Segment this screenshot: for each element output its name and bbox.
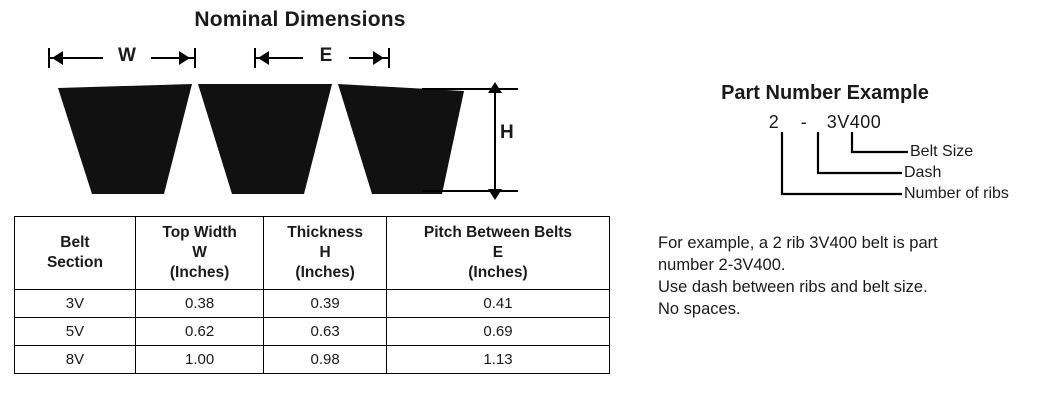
header-thickness-line3: (Inches) bbox=[295, 264, 355, 281]
header-pitch-line2: E bbox=[492, 244, 504, 261]
header-top-width-line2: W bbox=[192, 244, 207, 261]
table-row bbox=[15, 290, 610, 318]
cell-thickness: 0.98 bbox=[264, 346, 387, 374]
cell-thickness: 0.63 bbox=[264, 318, 387, 346]
header-thickness-line2: H bbox=[319, 244, 331, 261]
cell-thickness: 0.39 bbox=[264, 290, 387, 318]
e-arrow-left-icon bbox=[258, 51, 269, 65]
header-belt-section-line1: Belt bbox=[60, 234, 90, 251]
callout-label-belt-size: Belt Size bbox=[910, 143, 974, 160]
w-arrow-left-icon bbox=[52, 51, 63, 65]
h-arrow-up-icon bbox=[488, 82, 502, 93]
table-row bbox=[15, 346, 610, 374]
header-thickness bbox=[264, 217, 387, 290]
table-body bbox=[15, 290, 610, 374]
header-top-width-line1: Top Width bbox=[162, 224, 237, 241]
header-belt-section-line2: Section bbox=[46, 254, 103, 271]
nominal-dimensions-title: Nominal Dimensions bbox=[194, 8, 406, 31]
h-dimension-label: H bbox=[500, 122, 514, 143]
cell-width: 0.38 bbox=[135, 290, 263, 318]
belt-rib-2 bbox=[198, 84, 332, 194]
e-dimension-bar bbox=[254, 45, 390, 68]
part-number-panel bbox=[640, 0, 1064, 412]
w-tick-right bbox=[194, 48, 196, 68]
cell-section: 5V bbox=[15, 318, 136, 346]
belt-cross-section-drawing bbox=[40, 82, 470, 207]
belt-ribs-svg bbox=[40, 82, 470, 202]
cell-width: 0.62 bbox=[135, 318, 263, 346]
example-line-4: No spaces. bbox=[658, 300, 741, 318]
cell-pitch: 0.41 bbox=[386, 290, 609, 318]
header-pitch-line1: Pitch Between Belts bbox=[423, 224, 573, 241]
e-dimension-label: E bbox=[303, 45, 349, 67]
leader-belt-size bbox=[852, 132, 908, 152]
header-top-width bbox=[135, 217, 263, 290]
h-extension-bottom bbox=[422, 190, 518, 192]
w-arrow-right-icon bbox=[179, 51, 190, 65]
callout-label-number-of-ribs: Number of ribs bbox=[904, 185, 1009, 202]
cell-width: 1.00 bbox=[135, 346, 263, 374]
table-row bbox=[15, 318, 610, 346]
table-header-row bbox=[15, 217, 610, 290]
example-line-2: number 2-3V400. bbox=[658, 256, 786, 274]
header-thickness-line1: Thickness bbox=[287, 224, 364, 241]
part-number-dash: - bbox=[800, 112, 808, 132]
e-tick-right bbox=[388, 48, 390, 68]
table-head bbox=[15, 217, 610, 290]
header-belt-section bbox=[15, 217, 136, 290]
cell-section: 3V bbox=[15, 290, 136, 318]
cell-pitch: 0.69 bbox=[386, 318, 609, 346]
callout-label-dash: Dash bbox=[904, 164, 942, 181]
h-dimension-line bbox=[494, 88, 496, 192]
w-dimension-label: W bbox=[103, 45, 151, 67]
belt-rib-3 bbox=[338, 84, 464, 194]
belt-rib-1 bbox=[58, 84, 192, 194]
header-pitch-line3: (Inches) bbox=[468, 264, 528, 281]
belt-dimensions-table bbox=[14, 216, 610, 374]
part-number-ribs: 2 bbox=[768, 112, 780, 132]
part-number-size: 3V400 bbox=[826, 112, 882, 132]
leader-number-of-ribs bbox=[782, 132, 902, 194]
part-number-example-title: Part Number Example bbox=[721, 82, 929, 104]
cell-pitch: 1.13 bbox=[386, 346, 609, 374]
example-description bbox=[658, 232, 1058, 320]
example-line-1: For example, a 2 rib 3V400 belt is part bbox=[658, 234, 938, 252]
part-number-callouts bbox=[640, 130, 1064, 205]
h-arrow-down-icon bbox=[488, 189, 502, 200]
h-extension-top bbox=[422, 88, 518, 90]
e-arrow-right-icon bbox=[373, 51, 384, 65]
header-top-width-line3: (Inches) bbox=[169, 264, 230, 281]
h-dimension-bar bbox=[470, 82, 540, 200]
cell-section: 8V bbox=[15, 346, 136, 374]
example-line-3: Use dash between ribs and belt size. bbox=[658, 278, 928, 296]
w-dimension-bar bbox=[48, 45, 196, 68]
header-pitch-between-belts bbox=[386, 217, 609, 290]
